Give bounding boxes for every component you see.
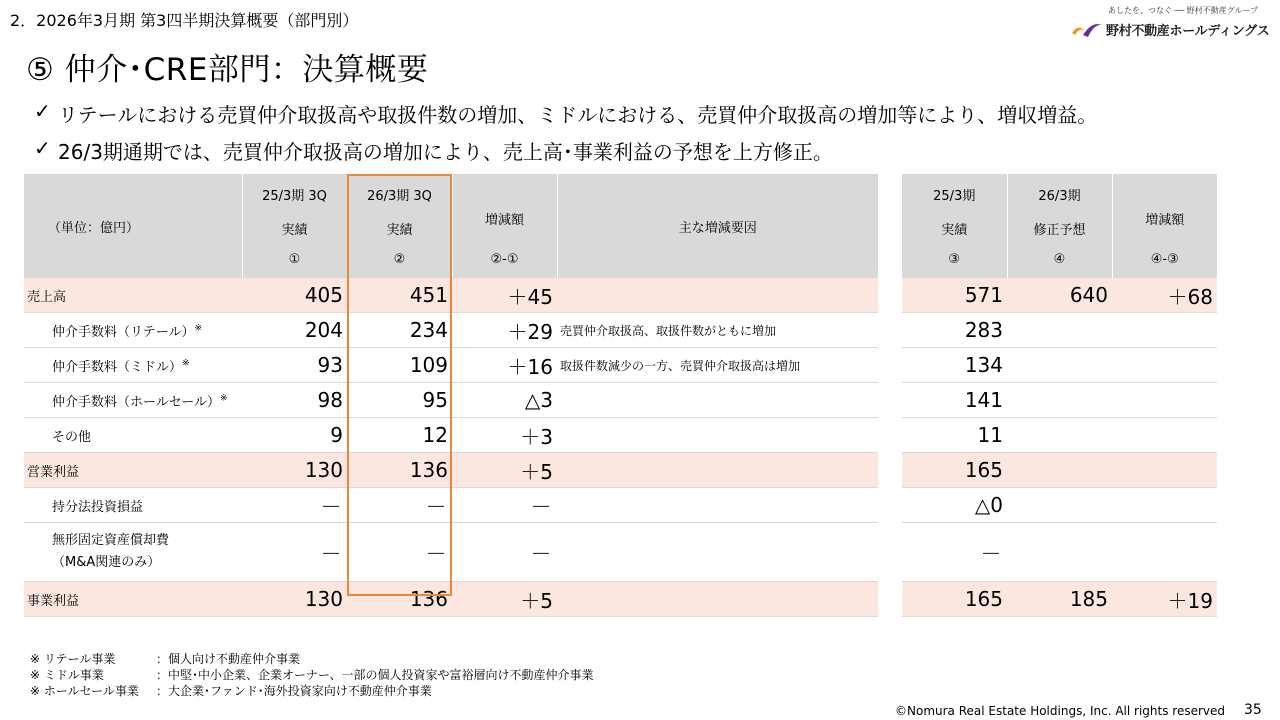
cell-diff: ＋29	[452, 313, 557, 348]
footnote-wholesale	[30, 683, 594, 699]
header-period: 25/3期 3Q	[262, 189, 327, 204]
cell-curr: 95	[347, 383, 452, 418]
row-label: 事業利益	[24, 582, 242, 617]
cell-diff: ＋5	[452, 582, 557, 617]
cell-curr: 12	[347, 418, 452, 453]
cell-prev: 130	[242, 582, 347, 617]
cell-fy-diff	[1112, 383, 1217, 418]
cell-diff: ＋3	[452, 418, 557, 453]
cell-fy25: 165	[902, 453, 1007, 488]
cell-factor	[557, 278, 878, 313]
cell-fy-diff	[1112, 453, 1217, 488]
cell-factor	[557, 488, 878, 523]
cell-prev: ―	[242, 488, 347, 523]
logo-mark-icon	[1070, 19, 1104, 39]
cell-factor	[557, 453, 878, 488]
cell-curr: 136	[347, 453, 452, 488]
copyright: ©Nomura Real Estate Holdings, Inc. All rights reserved	[895, 704, 1225, 718]
cell-fy-diff	[1112, 523, 1217, 582]
header-type: 実績	[386, 222, 413, 238]
row-label-text: 仲介手数料（ミドル）	[52, 359, 183, 375]
cell-curr: ―	[347, 523, 452, 582]
cell-curr: 136	[347, 582, 452, 617]
cell-factor: 売買仲介取扱高、取扱件数がともに増加	[557, 313, 878, 348]
cell-fy25: 11	[902, 418, 1007, 453]
cell-fy25: ―	[902, 523, 1007, 582]
header-mark: ③	[948, 252, 961, 267]
header-fy26	[1007, 174, 1112, 278]
cell-curr: ―	[347, 488, 452, 523]
cell-fy26: 640	[1007, 278, 1112, 313]
header-mark: ②-①	[490, 252, 519, 267]
row-label: 売上高	[24, 278, 242, 313]
header-type: 修正予想	[1033, 222, 1086, 238]
header-type: 実績	[941, 222, 968, 238]
check-icon: ✓	[34, 136, 51, 160]
table-row-other	[902, 418, 1217, 453]
cell-prev: 405	[242, 278, 347, 313]
fullyear-forecast-table	[902, 174, 1217, 617]
header-mark: ①	[288, 252, 301, 267]
cell-fy26	[1007, 418, 1112, 453]
row-label	[24, 313, 242, 348]
row-label: 営業利益	[24, 453, 242, 488]
row-label: 持分法投資損益	[24, 488, 242, 523]
cell-prev: 9	[242, 418, 347, 453]
bullet-text: 26/3期通期では、売買仲介取扱高の増加により、売上高･事業利益の予想を上方修正。	[58, 140, 833, 164]
table-header-row	[902, 174, 1217, 278]
header-mark: ④-③	[1150, 252, 1179, 267]
footnotes	[30, 651, 594, 699]
cell-fy25: 165	[902, 582, 1007, 617]
cell-diff: ＋45	[452, 278, 557, 313]
cell-diff: ＋5	[452, 453, 557, 488]
row-label	[24, 523, 242, 582]
footnote-desc: ：大企業･ファンド･海外投資家向け不動産仲介事業	[156, 684, 432, 698]
current-quarter-highlight-frame	[347, 174, 452, 596]
section-heading: 2．2026年3月期 第3四半期決算概要（部門別）	[10, 11, 359, 30]
cell-diff: △3	[452, 383, 557, 418]
cell-fy25: 134	[902, 348, 1007, 383]
cell-fy-diff	[1112, 313, 1217, 348]
cell-prev: ―	[242, 523, 347, 582]
unit-label: （単位：億円）	[24, 174, 242, 278]
header-fy25	[902, 174, 1007, 278]
header-mark: ④	[1053, 252, 1066, 267]
row-label-line1: 無形固定資産償却費	[52, 533, 170, 548]
cell-fy-diff	[1112, 418, 1217, 453]
header-prev-3q	[242, 174, 347, 278]
header-type: 増減額	[484, 213, 524, 228]
header-factors: 主な増減要因	[557, 174, 878, 278]
header-period: 26/3期	[1038, 189, 1081, 204]
cell-curr: 109	[347, 348, 452, 383]
row-label: その他	[24, 418, 242, 453]
footnote-retail	[30, 651, 594, 667]
cell-fy26	[1007, 523, 1112, 582]
summary-bullet-2	[34, 136, 833, 165]
cell-diff: ―	[452, 523, 557, 582]
footnote-desc: ：中堅･中小企業、企業オーナー、一部の個人投資家や富裕層向け不動産仲介事業	[156, 668, 594, 682]
footnote-term: ※ ミドル事業	[30, 668, 104, 682]
cell-factor	[557, 523, 878, 582]
cell-factor	[557, 383, 878, 418]
cell-curr: 451	[347, 278, 452, 313]
cell-fy26	[1007, 383, 1112, 418]
check-icon: ✓	[34, 99, 51, 123]
cell-fy-diff	[1112, 488, 1217, 523]
cell-fy26	[1007, 488, 1112, 523]
table-row-wholesale	[902, 383, 1217, 418]
table-row-sales	[902, 278, 1217, 313]
footnote-term: ※ ホールセール事業	[30, 684, 139, 698]
header-type: 増減額	[1145, 213, 1185, 228]
summary-bullet-1	[34, 99, 1098, 128]
cell-diff: ―	[452, 488, 557, 523]
header-type: 実績	[281, 222, 308, 238]
cell-factor	[557, 418, 878, 453]
table-row-middle	[902, 348, 1217, 383]
row-label	[24, 383, 242, 418]
row-label-line2: （M&A関連のみ）	[52, 555, 161, 570]
bullet-text: リテールにおける売買仲介取扱高や取扱件数の増加、ミドルにおける、売買仲介取扱高の増加等により、増収増益。	[58, 103, 1098, 127]
cell-fy-diff: ＋68	[1112, 278, 1217, 313]
footnote-desc: ：個人向け不動産仲介事業	[156, 652, 301, 666]
cell-fy26	[1007, 453, 1112, 488]
footnote-mark: ※	[219, 393, 228, 404]
page-number: 35	[1244, 702, 1262, 718]
table-row-operating-profit	[902, 453, 1217, 488]
cell-fy-diff: ＋19	[1112, 582, 1217, 617]
table-row-equity-method	[902, 488, 1217, 523]
footnote-mark: ※	[182, 358, 190, 369]
table-row-business-profit	[902, 582, 1217, 617]
company-logo	[1070, 18, 1269, 40]
cell-diff: ＋16	[452, 348, 557, 383]
cell-prev: 98	[242, 383, 347, 418]
logo-tagline: あしたを、つなぐ ── 野村不動産グループ	[1108, 6, 1259, 15]
cell-prev: 130	[242, 453, 347, 488]
header-fy-change	[1112, 174, 1217, 278]
cell-fy26	[1007, 348, 1112, 383]
row-label	[24, 348, 242, 383]
cell-factor: 取扱件数減少の一方、売買仲介取扱高は増加	[557, 348, 878, 383]
cell-fy26	[1007, 313, 1112, 348]
header-change	[452, 174, 557, 278]
footnote-middle	[30, 667, 594, 683]
logo-name: 野村不動産ホールディングス	[1106, 23, 1270, 39]
header-period: 26/3期 3Q	[367, 189, 432, 204]
cell-factor	[557, 582, 878, 617]
table-row-retail	[902, 313, 1217, 348]
header-period: 25/3期	[933, 189, 976, 204]
table-row-amortization	[902, 523, 1217, 582]
footnote-term: ※ リテール事業	[30, 652, 116, 666]
page-title: ⑤ 仲介･CRE部門：決算概要	[26, 52, 429, 88]
cell-fy25: 571	[902, 278, 1007, 313]
header-mark: ②	[393, 252, 406, 267]
cell-curr: 234	[347, 313, 452, 348]
cell-prev: 204	[242, 313, 347, 348]
cell-fy25: 141	[902, 383, 1007, 418]
row-label-text: 仲介手数料（ホールセール）	[52, 394, 220, 410]
cell-fy-diff	[1112, 348, 1217, 383]
row-label-text: 仲介手数料（リテール）	[52, 324, 195, 340]
cell-fy25: △0	[902, 488, 1007, 523]
cell-prev: 93	[242, 348, 347, 383]
cell-fy25: 283	[902, 313, 1007, 348]
footnote-mark: ※	[194, 323, 203, 334]
cell-fy26: 185	[1007, 582, 1112, 617]
